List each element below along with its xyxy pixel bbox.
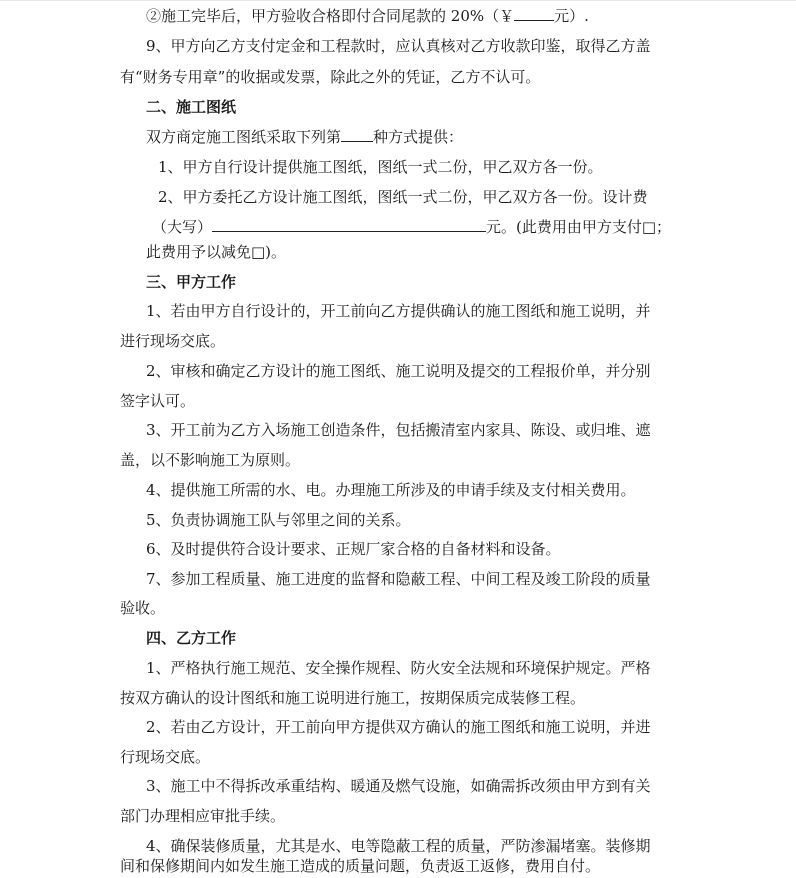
- party-a-item7-line2: 验收。: [120, 599, 166, 617]
- party-a-item1-line2: 进行现场交底。: [120, 332, 226, 350]
- paragraph-9-line2: 有“财务专用章”的收据或发票，除此之外的凭证，乙方不认可。: [120, 68, 541, 86]
- text-segment: ②施工完毕后，甲方验收合格即付合同尾款的 20%（￥: [146, 7, 515, 25]
- option-blank: [341, 127, 373, 142]
- section-heading-drawings: 二、施工图纸: [146, 98, 237, 116]
- party-a-item4: 4、提供施工所需的水、电。办理施工所涉及的申请手续及支付相关费用。: [146, 481, 636, 499]
- party-a-item2-line2: 签字认可。: [120, 392, 196, 410]
- text-segment: 元。(此费用由甲方支付□；: [486, 218, 672, 236]
- party-a-item2-line1: 2、审核和确定乙方设计的施工图纸、施工说明及提交的工程报价单，并分别: [146, 362, 651, 380]
- paragraph-final-payment: [146, 6, 589, 26]
- top-border: [0, 0, 796, 1]
- party-a-item1-line1: 1、若由甲方自行设计的，开工前向乙方提供确认的施工图纸和施工说明，并: [146, 302, 651, 320]
- fee-blank: [212, 217, 486, 232]
- drawings-option-2-line1: 2、甲方委托乙方设计施工图纸，图纸一式二份，甲乙双方各一份。设计费: [158, 188, 648, 206]
- party-b-item4-line1: 4、确保装修质量，尤其是水、电等隐蔽工程的质量，严防渗漏堵塞。装修期: [146, 837, 651, 855]
- text-segment: 种方式提供：: [373, 128, 464, 146]
- party-b-item3-line1: 3、施工中不得拆改承重结构、暖通及燃气设施，如确需拆改须由甲方到有关: [146, 777, 651, 795]
- party-a-item3-line2: 盖，以不影响施工为原则。: [120, 451, 301, 469]
- party-b-item2-line2: 行现场交底。: [120, 748, 211, 766]
- paragraph-9-line1: 9、甲方向乙方支付定金和工程款时，应认真核对乙方收款印鉴，取得乙方盖: [146, 37, 651, 55]
- party-b-item1-line1: 1、严格执行施工规范、安全操作规程、防火安全法规和环境保护规定。严格: [146, 659, 651, 677]
- drawings-intro: [146, 127, 463, 147]
- section-heading-party-a: 三、甲方工作: [146, 273, 237, 291]
- party-b-item1-line2: 按双方确认的设计图纸和施工说明进行施工，按期保质完成装修工程。: [120, 689, 586, 707]
- amount-blank: [514, 6, 554, 21]
- text-segment: 元）.: [554, 7, 589, 25]
- party-b-item2-line1: 2、若由乙方设计，开工前向甲方提供双方确认的施工图纸和施工说明，并进: [146, 718, 651, 736]
- party-b-item3-line2: 部门办理相应审批手续。: [120, 807, 286, 825]
- section-heading-party-b: 四、乙方工作: [146, 629, 237, 647]
- party-a-item6: 6、及时提供符合设计要求、正规厂家合格的自备材料和设备。: [146, 540, 561, 558]
- drawings-option-2-line3: 此费用予以减免□)。: [146, 243, 287, 261]
- drawings-option-1: 1、甲方自行设计提供施工图纸，图纸一式二份，甲乙双方各一份。: [158, 158, 603, 176]
- party-a-item5: 5、负责协调施工队与邻里之间的关系。: [146, 511, 411, 529]
- text-segment: 双方商定施工图纸采取下列第: [146, 128, 342, 146]
- party-a-item7-line1: 7、参加工程质量、施工进度的监督和隐蔽工程、中间工程及竣工阶段的质量: [146, 570, 651, 588]
- party-b-item4-line2: 间和保修期间内如发生施工造成的质量问题，负责返工返修，费用自付。: [120, 857, 601, 875]
- party-a-item3-line1: 3、开工前为乙方入场施工创造条件，包括搬清室内家具、陈设、或归堆、遮: [146, 421, 651, 439]
- drawings-option-2-line2: [152, 217, 671, 237]
- text-segment: （大写）: [152, 218, 213, 236]
